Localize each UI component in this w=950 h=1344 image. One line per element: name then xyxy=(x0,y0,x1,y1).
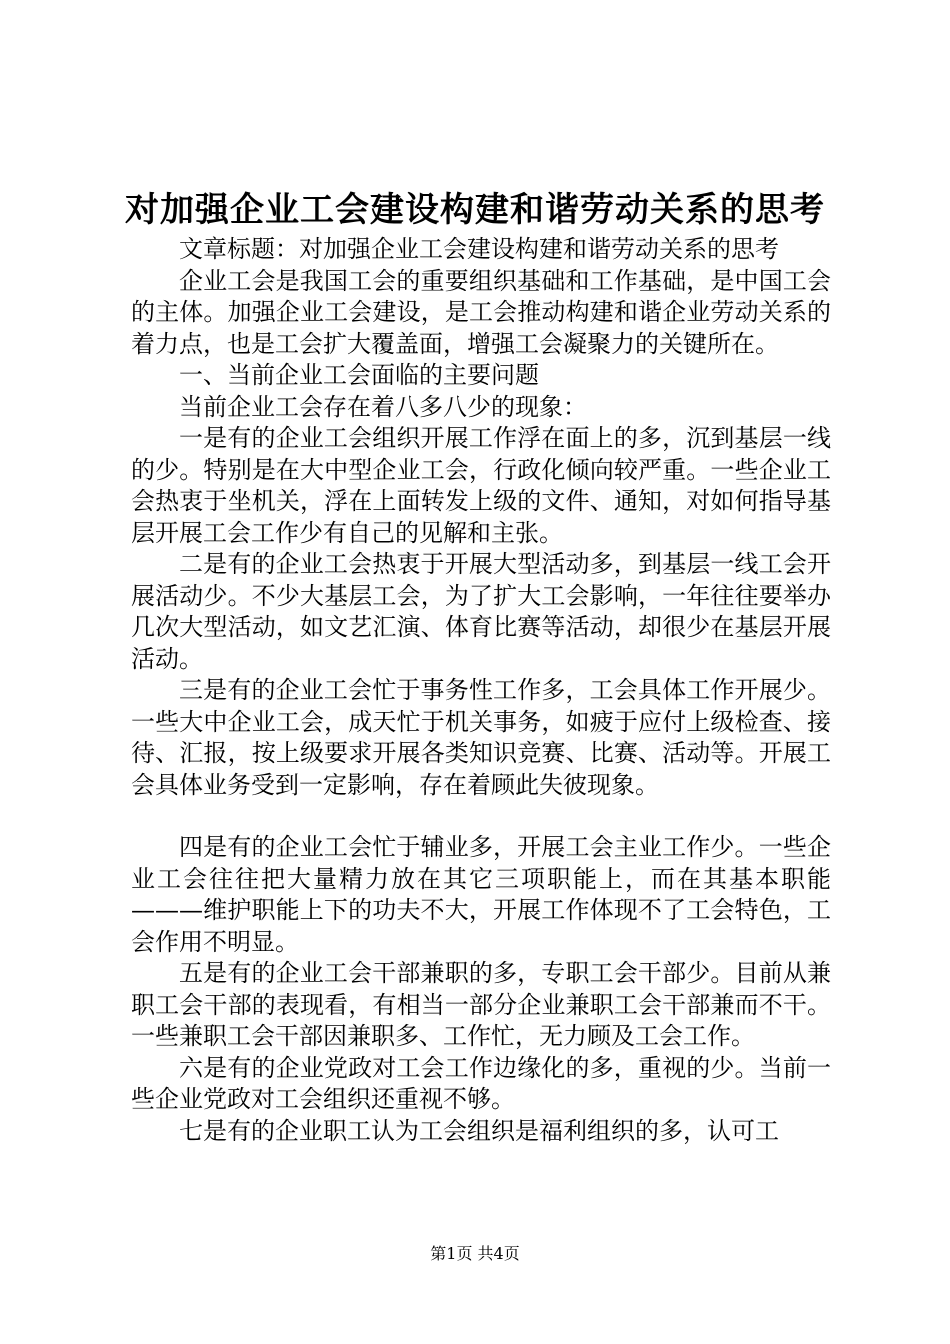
paragraph-item-5: 五是有的企业工会干部兼职的多，专职工会干部少。目前从兼职工会干部的表现看，有相当一部分企业兼职工会干部兼而不干。一些兼职工会干部因兼职多、工作忙，无力顾及工会工作。 xyxy=(131,959,831,1050)
paragraph-article-title: 文章标题：对加强企业工会建设构建和谐劳动关系的思考 xyxy=(179,235,779,263)
paragraph-intro: 企业工会是我国工会的重要组织基础和工作基础，是中国工会的主体。加强企业工会建设，是工会推动构建和谐企业劳动关系的着力点，也是工会扩大覆盖面，增强工会凝聚力的关键所在。 xyxy=(131,266,831,358)
paragraph-item-3: 三是有的企业工会忙于事务性工作多，工会具体工作开展少。一些大中企业工会，成天忙于机关事务，如疲于应付上级检查、接待、汇报，按上级要求开展各类知识竞赛、比赛、活动等。开展工会具体业务受到一定影响，存在着顾此失彼现象。 xyxy=(131,676,831,799)
paragraph-item-2: 二是有的企业工会热衷于开展大型活动多，到基层一线工会开展活动少。不少大基层工会，为了扩大工会影响，一年往往要举办几次大型活动，如文艺汇演、体育比赛等活动，却很少在基层开展活动。 xyxy=(131,550,831,673)
paragraph-item-4: 四是有的企业工会忙于辅业多，开展工会主业工作少。一些企业工会往往把大量精力放在其它三项职能上，而在其基本职能———维护职能上下的功夫不大，开展工作体现不了工会特色，工会作用不明显。 xyxy=(131,833,831,956)
document-title: 对加强企业工会建设构建和谐劳动关系的思考 xyxy=(125,190,825,230)
paragraph-summary: 当前企业工会存在着八多八少的现象： xyxy=(179,392,587,421)
paragraph-item-6: 六是有的企业党政对工会工作边缘化的多，重视的少。当前一些企业党政对工会组织还重视不够。 xyxy=(131,1053,831,1113)
document-body xyxy=(131,234,831,1147)
paragraph-item-1: 一是有的企业工会组织开展工作浮在面上的多，沉到基层一线的少。特别是在大中型企业工会，行政化倾向较严重。一些企业工会热衷于坐机关，浮在上面转发上级的文件、通知，对如何指导基层开展工会工作少有自己的见解和主张。 xyxy=(131,424,831,547)
section-heading: 一、当前企业工会面临的主要问题 xyxy=(179,361,539,389)
page-footer: 第1页 共4页 xyxy=(430,1244,520,1263)
paragraph-item-7: 七是有的企业职工认为工会组织是福利组织的多，认可工 xyxy=(179,1116,779,1145)
